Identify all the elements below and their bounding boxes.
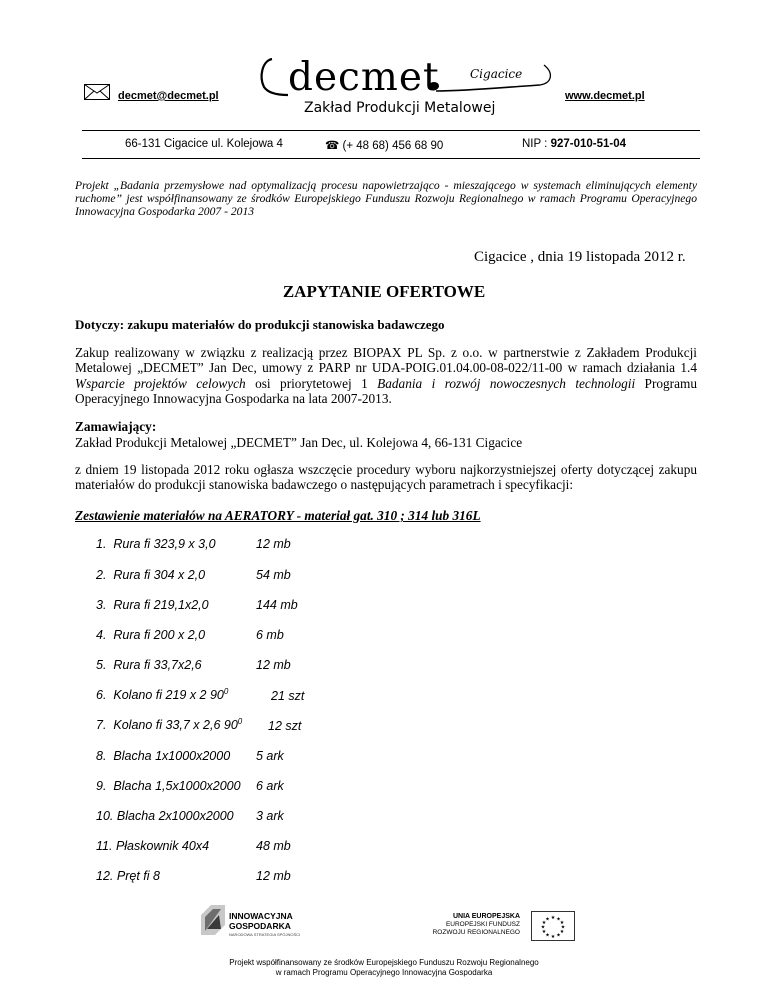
svg-text:★: ★ [545, 932, 550, 939]
list-item: 6. Kolano fi 219 x 2 $90^0$ [96, 687, 229, 703]
list-item-qty: 12 mb [256, 658, 291, 672]
svg-text:★: ★ [541, 929, 547, 935]
procedure-paragraph: z dniem 19 listopada 2012 roku ogłasza wszczęcie procedury wyboru najkorzystniejszej oferty dotyczącej zakupu materiałów do produkcji stanowiska badawczego o następujących parametrach i specyfikacji: [75, 462, 697, 493]
list-item: 10. Blacha 2x1000x2000 [96, 809, 234, 823]
list-item: 3. Rura fi 219,1x2,0 [96, 598, 209, 612]
list-item-qty: 6 mb [256, 628, 284, 642]
list-item-qty: 21 szt [271, 689, 305, 703]
subject-line: Dotyczy: zakupu materiałów do produkcji stanowiska badawczego [75, 317, 445, 332]
list-item: 2. Rura fi 304 x 2,0 [96, 568, 206, 582]
svg-text:★: ★ [556, 916, 561, 923]
svg-text:★: ★ [559, 929, 565, 935]
list-item: 5. Rura fi 33,7x2,6 [96, 658, 202, 672]
list-item-qty: 12 mb [256, 869, 291, 883]
list-item: 1. Rura fi 323,9 x 3,0 [96, 537, 216, 551]
intro-paragraph: Zakup realizowany w związku z realizacją przez BIOPAX PL Sp. z o.o. w partnerstwie z Zakładem Produkcji Metalowej „DECMET” Jan Dec, umowy z PARP nr UDA-POIG.01.04.00-08-022/11-00 w ramach działania 1.4 Wsparcie projektów celowych osi priorytetowej 1 Badania i rozwój nowoczesnych technologii Programu Operacyjnego Innowacyjna Gospodarka na lata 2007-2013. [75, 345, 697, 407]
svg-text:★: ★ [550, 934, 556, 940]
svg-text:★: ★ [550, 915, 556, 921]
eu-line1: UNIA EUROPEJSKA [452, 913, 520, 920]
company-address: 66-131 Cigacice ul. Kolejowa 4 [125, 138, 283, 150]
list-item-qty: 48 mb [256, 839, 291, 853]
ordering-label: Zamawiający: [75, 419, 157, 434]
italic-measure: Wsparcie projektów celowych [75, 375, 246, 391]
svg-text:★: ★ [560, 924, 566, 931]
document-title: ZAPYTANIE OFERTOWE [282, 282, 486, 301]
list-item-qty: 6 ark [256, 779, 284, 793]
list-item: 8. Blacha 1x1000x2000 [96, 749, 231, 763]
svg-text:★: ★ [541, 920, 547, 926]
list-item: 9. Blacha 1,5x1000x2000 [96, 779, 241, 793]
phone-icon: ☎ [325, 140, 340, 152]
footer-line1: Projekt współfinansowany ze środków Europejskiego Funduszu Rozwoju Regionalnego [229, 958, 539, 967]
ig-line2: GOSPODARKA [229, 921, 291, 931]
ig-line1: INNOWACYJNA [229, 911, 293, 921]
eu-line3: ROZWOJU REGIONALNEGO [432, 929, 520, 936]
project-note: Projekt „Badania przemysłowe nad optymalizacją procesu napowietrzająco - mieszającego w systemach eliminujących elementy ruchome” jest współfinansowany ze środków Europejskiego Funduszu Rozwoju Regionalnego w ramach Programu Operacyjnego Innowacyjna Gospodarka 2007 - 2013 [75, 179, 697, 219]
list-item-qty: 12 szt [268, 719, 302, 733]
website-link[interactable]: www.decmet.pl [565, 90, 645, 102]
list-item: 11. Płaskownik 40x4 [96, 839, 210, 853]
list-item-qty: 54 mb [256, 568, 291, 582]
svg-text:★: ★ [545, 916, 550, 923]
eu-flag-icon [531, 911, 575, 941]
date-line: Cigacice , dnia 19 listopada 2012 r. [474, 249, 686, 265]
list-item: 7. Kolano fi 33,7 x 2,6 $90^0$ [96, 717, 243, 733]
phone-number: (+ 48 68) 456 68 90 [342, 140, 444, 152]
italic-axis: Badania i rozwój nowoczesnych technologii [377, 375, 636, 391]
ig-line3: NARODOWA STRATEGIA SPÓJNOŚCI [229, 932, 301, 937]
eu-fund-text [420, 913, 520, 937]
svg-text:★: ★ [556, 932, 561, 939]
email-link[interactable]: decmet@decmet.pl [118, 90, 219, 102]
list-item-qty: 144 mb [256, 598, 298, 612]
svg-text:★: ★ [540, 924, 546, 931]
eu-line2: EUROPEJSKI FUNDUSZ [445, 921, 520, 928]
footer-line2: w ramach Programu Operacyjnego Innowacyjna Gospodarka [275, 968, 493, 977]
list-item-qty: 5 ark [256, 749, 284, 763]
list-item-qty: 3 ark [256, 809, 284, 823]
logo-place: Cigacice [470, 67, 523, 81]
list-item: 12. Pręt fi 8 [96, 869, 160, 883]
ordering-value: Zakład Produkcji Metalowej „DECMET” Jan Dec, ul. Kolejowa 4, 66-131 Cigacice [75, 435, 523, 450]
logo-name: decmet [288, 55, 440, 100]
nip-value: 927-010-51-04 [550, 138, 627, 150]
logo-subtitle: Zakład Produkcji Metalowej [304, 100, 496, 116]
list-item: 4. Rura fi 200 x 2,0 [96, 628, 206, 642]
nip-label: NIP : [522, 138, 548, 150]
svg-text:★: ★ [559, 920, 565, 926]
materials-heading: Zestawienie materiałów na AERATORY - materiał gat. 310 ; 314 lub 316L [75, 508, 481, 523]
innovative-economy-logo [201, 903, 331, 943]
list-item-qty: 12 mb [256, 537, 291, 551]
